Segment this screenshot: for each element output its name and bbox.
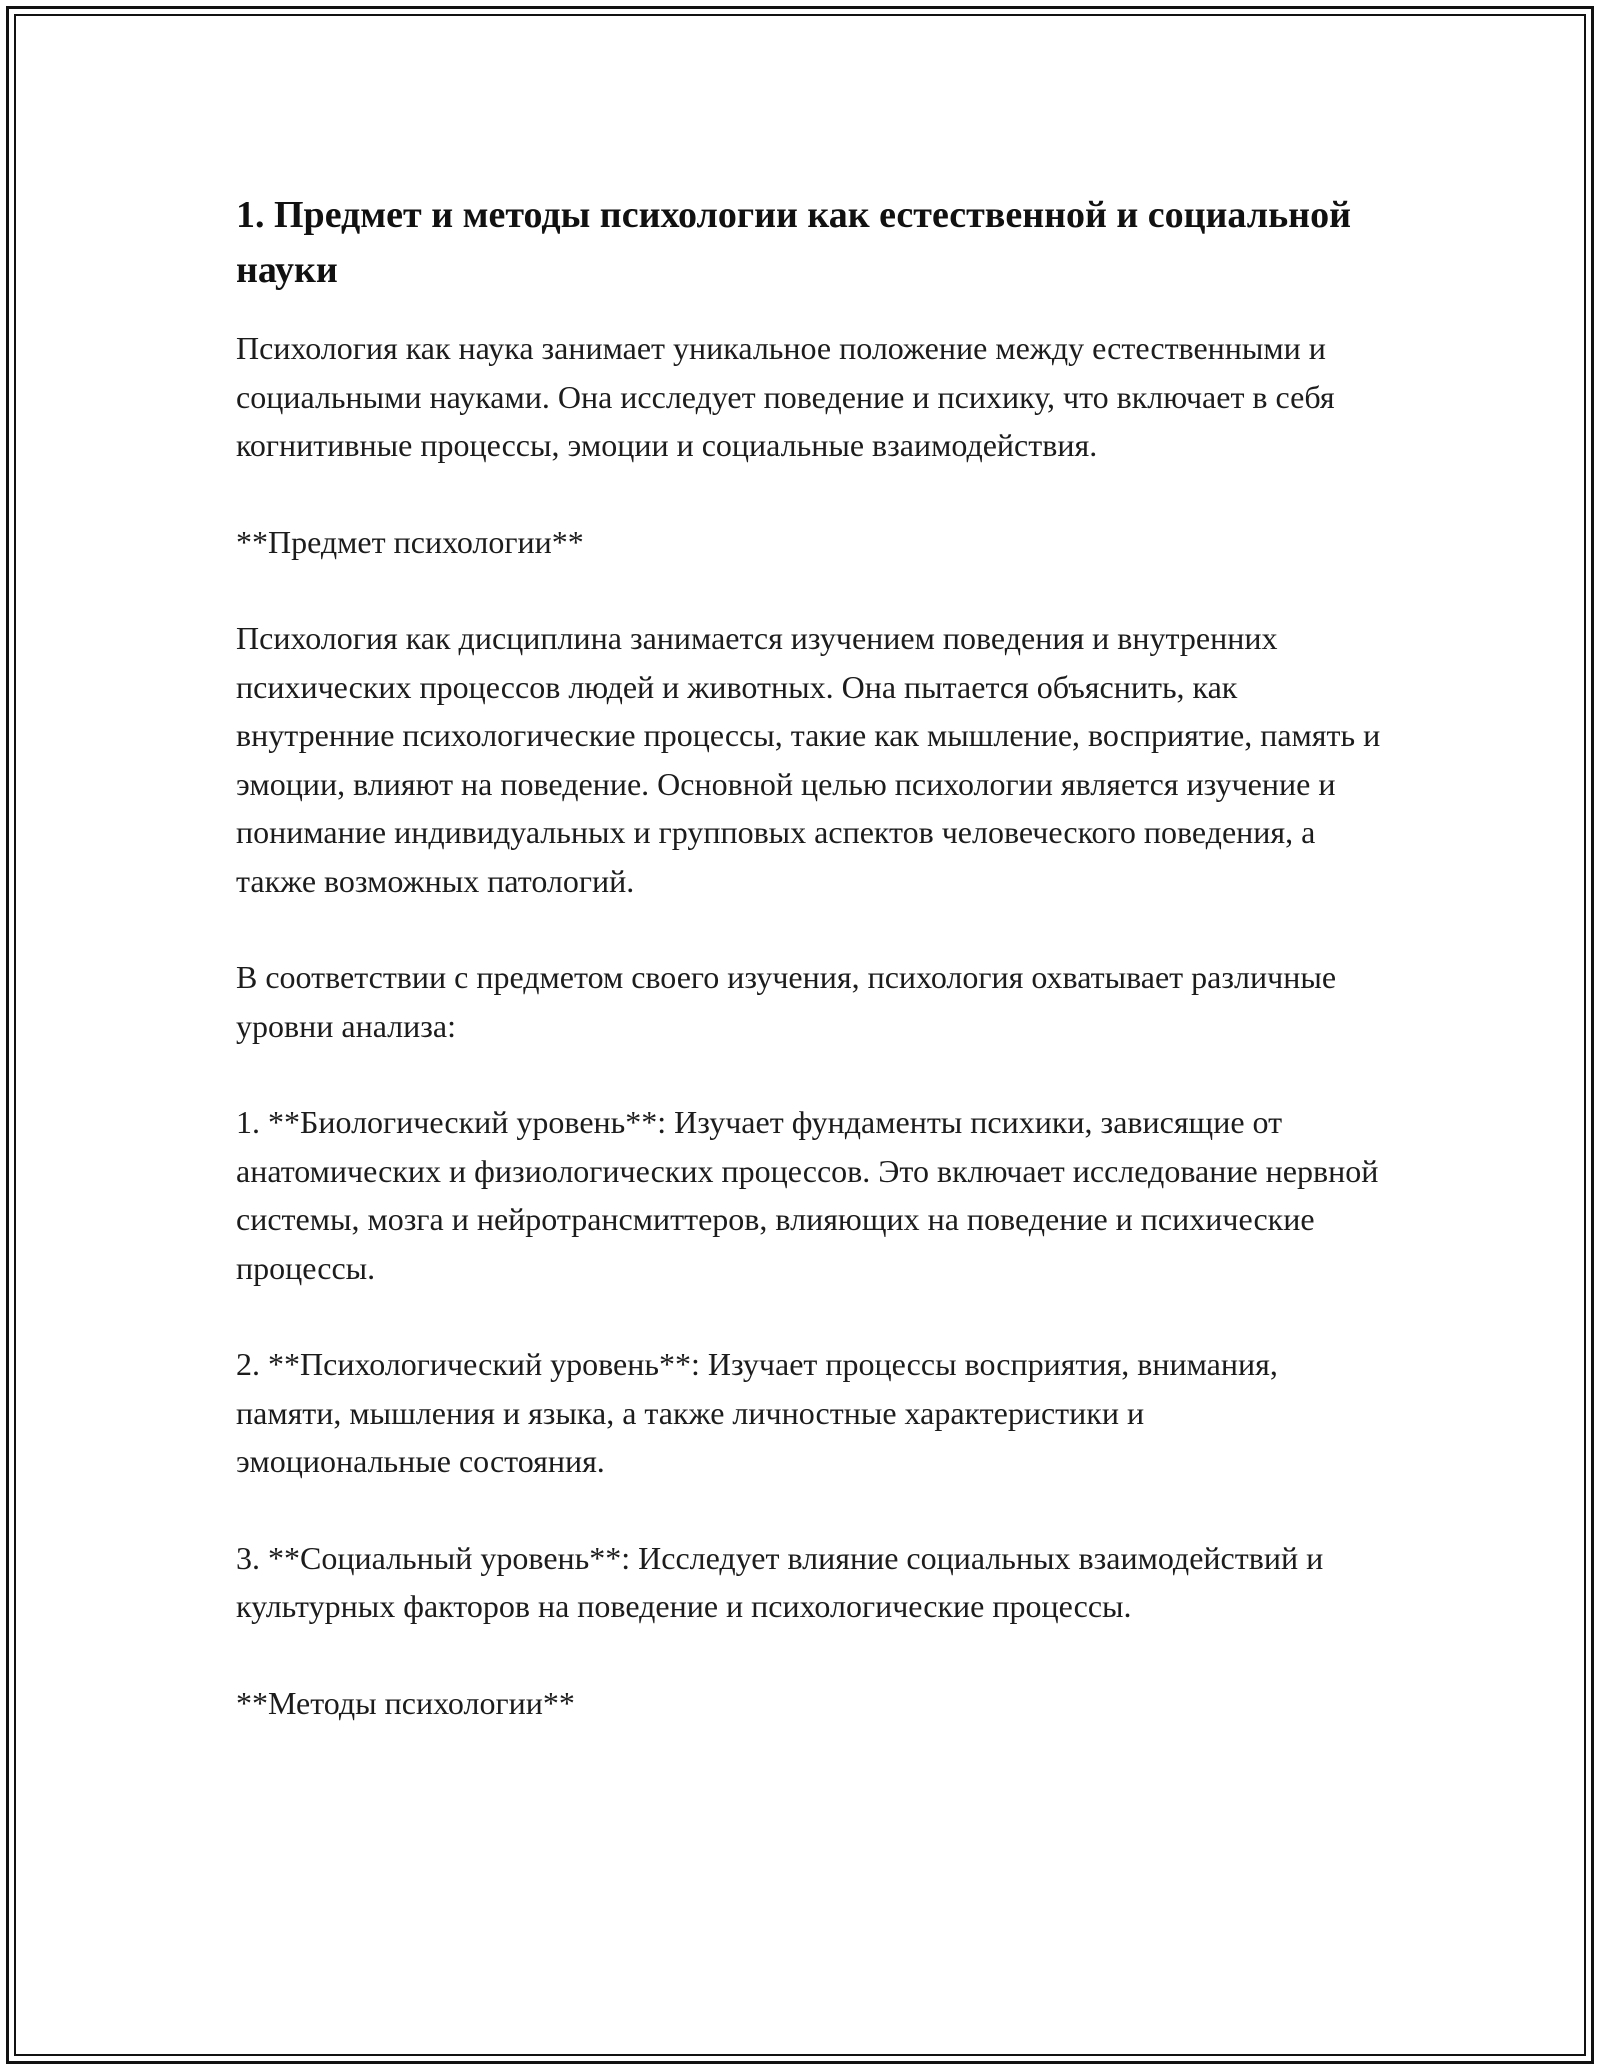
list-item-social-level: 3. **Социальный уровень**: Исследует влияние социальных взаимодействий и культурных факторов на поведение и психологические процессы. (236, 1539, 1324, 1624)
paragraph-levels-intro: В соответствии с предметом своего изучения, психология охватывает различные уровни анализа: (236, 959, 1337, 1044)
list-item-psychological-level: 2. **Психологический уровень**: Изучает процессы восприятия, внимания, памяти, мышления и языка, а также личностные характеристики и эмоциональные состояния. (236, 1346, 1278, 1479)
paragraph-methods-heading: **Методы психологии** (236, 1684, 575, 1721)
paragraph-intro: Психология как наука занимает уникальное положение между естественными и социальными науками. Она исследует поведение и психику, что включает в себя когнитивные процессы, эмоции и социальные взаимодействия. (236, 330, 1335, 463)
list-item-biological-level: 1. **Биологический уровень**: Изучает фундаменты психики, зависящие от анатомических и физиологических процессов. Это включает исследование нервной системы, мозга и нейротрансмиттеров, влияющих на поведение и психические процессы. (236, 1104, 1379, 1286)
paragraph-subject-heading: **Предмет психологии** (236, 523, 584, 560)
paragraph-subject-description: Психология как дисциплина занимается изучением поведения и внутренних психических процессов людей и животных. Она пытается объяснить, как внутренние психологические процессы, такие как мышление, восприятие, память и эмоции, влияют на поведение. Основной целью психологии является изучение и понимание индивидуальных и групповых аспектов человеческого поведения, а также возможных патологий. (236, 620, 1381, 899)
document-page (236, 188, 1396, 1727)
document-title: 1. Предмет и методы психологии как естественной и социальной науки (236, 194, 1351, 291)
